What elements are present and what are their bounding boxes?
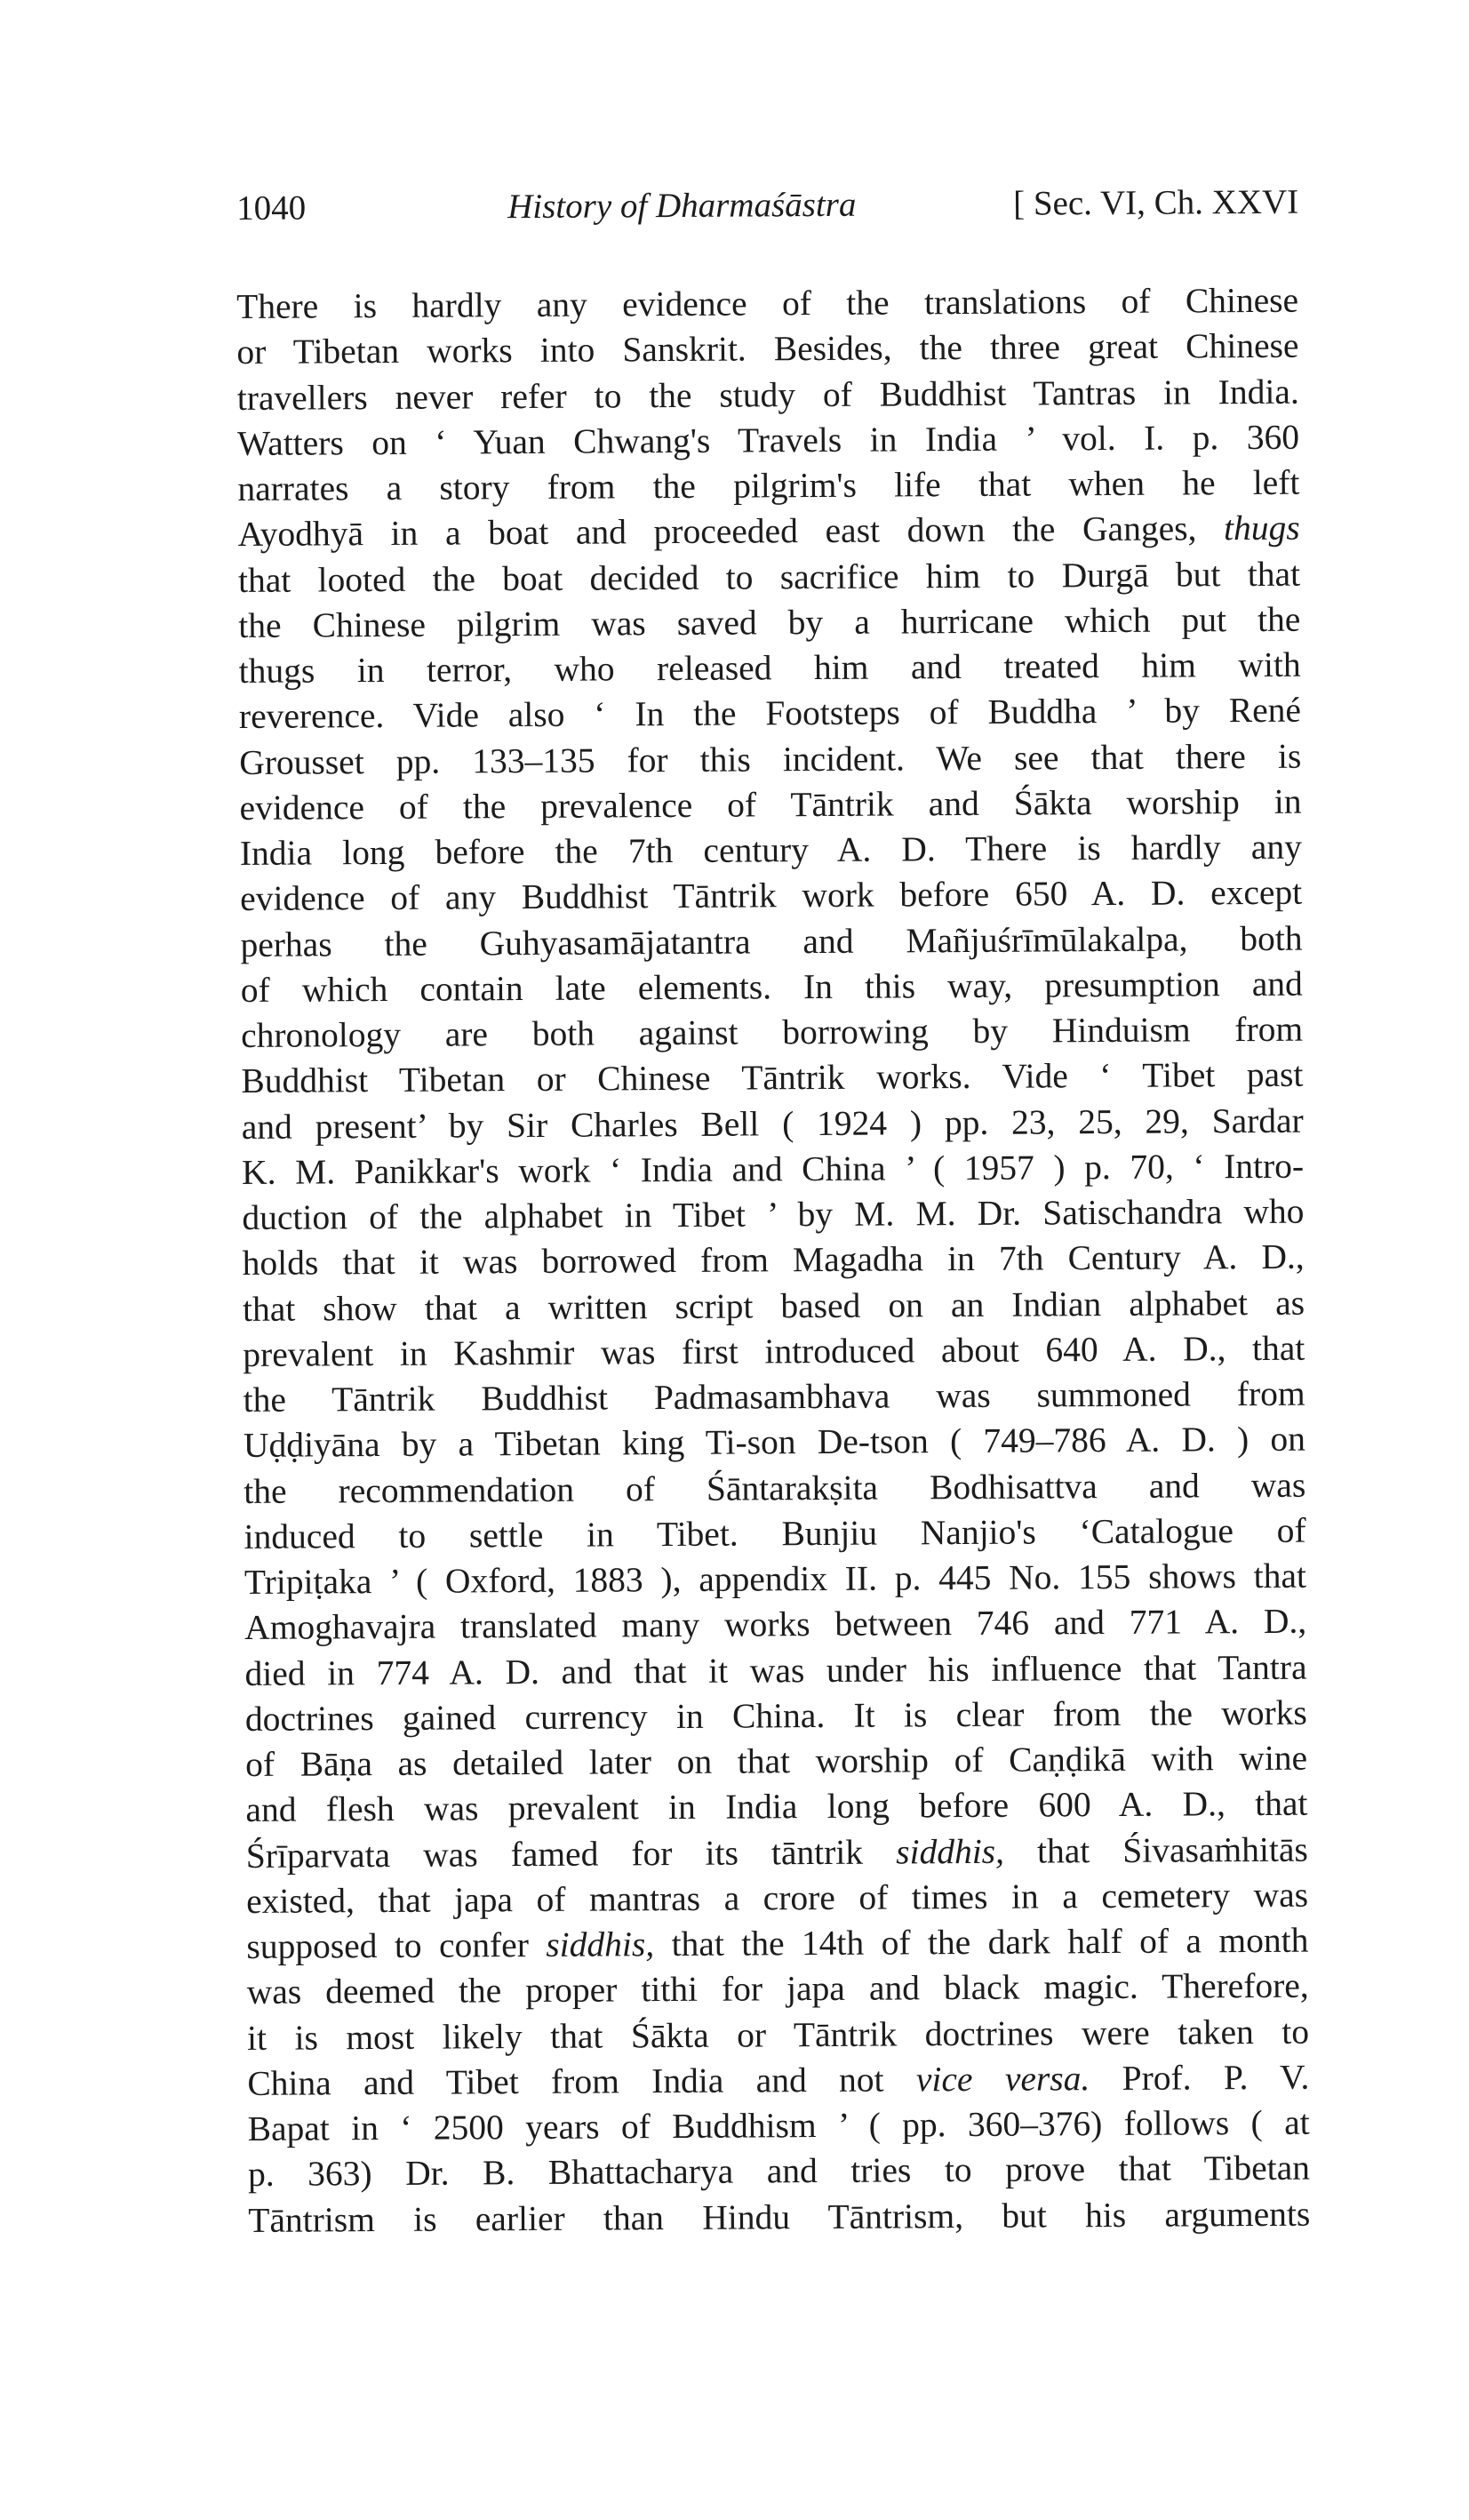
text-line: Grousset pp. 133–135 for this incident. We see that there is: [239, 736, 1302, 782]
line-tail: that the 14th of the dark half of a month: [671, 1920, 1309, 1964]
text-line: Bapat in ‘ 2500 years of Buddhism ’ ( pp. 360–376) follows ( at: [247, 2102, 1310, 2148]
text-line: the recommendation of Śāntarakṣita Bodhisattva and was: [244, 1465, 1306, 1511]
text-line: doctrines gained currency in China. It is clear from the works: [244, 1692, 1307, 1739]
line-tail: that Śivasaṁhitās: [1036, 1829, 1308, 1871]
italic-term: siddhis,: [546, 1924, 655, 1964]
text-line: [238, 506, 1300, 558]
text-line: Watters on ‘ Yuan Chwang's Travels in India ’ vol. I. p. 360: [236, 417, 1300, 463]
text-line: perhas the Guhyasamājatantra and Mañjuśrīmūlakalpa, both: [240, 918, 1303, 964]
text-line: chronology are both against borrowing by Hinduism from: [241, 1009, 1304, 1055]
section-reference: [ Sec. VI, Ch. XXVI: [1013, 182, 1299, 223]
text-line: There is hardly any evidence of the translations of Chinese: [236, 280, 1299, 326]
text-line: K. M. Panikkar's work ‘ India and China ’ ( 1957 ) p. 70, ‘ Intro-: [241, 1146, 1305, 1192]
text-line: Tripiṭaka ’ ( Oxford, 1883 ), appendix II. p. 445 No. 155 shows that: [244, 1556, 1307, 1602]
text-line: reverence. Vide also ‘ In the Footsteps of Buddha ’ by René: [238, 690, 1302, 737]
text-line: the Chinese pilgrim was saved by a hurricane which put the: [238, 599, 1301, 645]
text-line: was deemed the proper tithi for japa and black magic. Therefore,: [246, 1965, 1309, 2012]
book-title: History of Dharmaśāstra: [507, 185, 857, 227]
line-text: Ayodhyā in a boat and proceeded east down the Ganges,: [237, 508, 1197, 555]
text-line: and flesh was prevalent in India long before 600 A. D., that: [245, 1783, 1308, 1830]
text-line: narrates a story from the pilgrim's life that when he left: [237, 462, 1300, 508]
text-line: died in 774 A. D. and that it was under his influence that Tantra: [244, 1647, 1307, 1693]
text-line: [247, 2054, 1309, 2107]
line-text: supposed to confer: [246, 1925, 530, 1966]
text-line: Tāntrism is earlier than Hindu Tāntrism, but his arguments: [248, 2194, 1311, 2240]
text-line: evidence of any Buddhist Tāntrik work before 650 A. D. except: [240, 872, 1303, 919]
text-line: travellers never refer to the study of Buddhist Tantras in India.: [236, 372, 1299, 418]
italic-term: vice versa.: [915, 2058, 1090, 2100]
line-text: Śrīparvata was famed for its tāntrik: [245, 1832, 864, 1876]
text-line: that looted the boat decided to sacrifice him to Durgā but that: [237, 554, 1301, 600]
text-line: of Bāṇa as detailed later on that worship of Caṇḍikā with wine: [245, 1738, 1308, 1784]
italic-term: thugs: [1223, 508, 1300, 548]
text-line: India long before the 7th century A. D. There is hardly any: [239, 827, 1303, 873]
text-line: the Tāntrik Buddhist Padmasambhava was summoned from: [243, 1373, 1305, 1420]
text-line: evidence of the prevalence of Tāntrik and Śākta worship in: [239, 781, 1302, 828]
text-line: [246, 1827, 1308, 1879]
body-text: [236, 278, 1310, 2244]
text-line: prevalent in Kashmir was first introduced about 640 A. D., that: [243, 1328, 1305, 1374]
text-line: that show that a written script based on an Indian alphabet as: [242, 1283, 1305, 1329]
text-line: Uḍḍiyāna by a Tibetan king Ti-son De-tson ( 749–786 A. D. ) on: [243, 1419, 1306, 1466]
line-tail: Prof. P. V.: [1122, 2057, 1310, 2098]
text-line: existed, that japa of mantras a crore of times in a cemetery was: [245, 1875, 1309, 1921]
text-line: induced to settle in Tibet. Bunjiu Nanjio's ‘Catalogue of: [244, 1510, 1306, 1556]
line-text: China and Tibet from India and not: [247, 2060, 884, 2103]
text-line: it is most likely that Śākta or Tāntrik doctrines were taken to: [246, 2012, 1310, 2058]
text-line: [246, 1918, 1308, 1971]
text-line: duction of the alphabet in Tibet ’ by M. M. Dr. Satischandra who: [242, 1191, 1305, 1237]
italic-term: siddhis,: [896, 1831, 1005, 1871]
running-head: [236, 176, 1298, 236]
page-number: 1040: [236, 188, 307, 228]
text-line: and present’ by Sir Charles Bell ( 1924 ) pp. 23, 25, 29, Sardar: [241, 1100, 1304, 1147]
text-line: Buddhist Tibetan or Chinese Tāntrik works. Vide ‘ Tibet past: [241, 1054, 1304, 1101]
text-line: of which contain late elements. In this way, presumption and: [240, 964, 1303, 1010]
text-line: p. 363) Dr. B. Bhattacharya and tries to prove that Tibetan: [247, 2148, 1311, 2195]
text-line: thugs in terror, who released him and treated him with: [238, 644, 1301, 691]
text-line: Amoghavajra translated many works between 746 and 771 A. D.,: [244, 1601, 1307, 1648]
text-line: or Tibetan works into Sanskrit. Besides, the three great Chinese: [236, 325, 1299, 372]
text-line: holds that it was borrowed from Magadha in 7th Century A. D.,: [242, 1236, 1305, 1284]
